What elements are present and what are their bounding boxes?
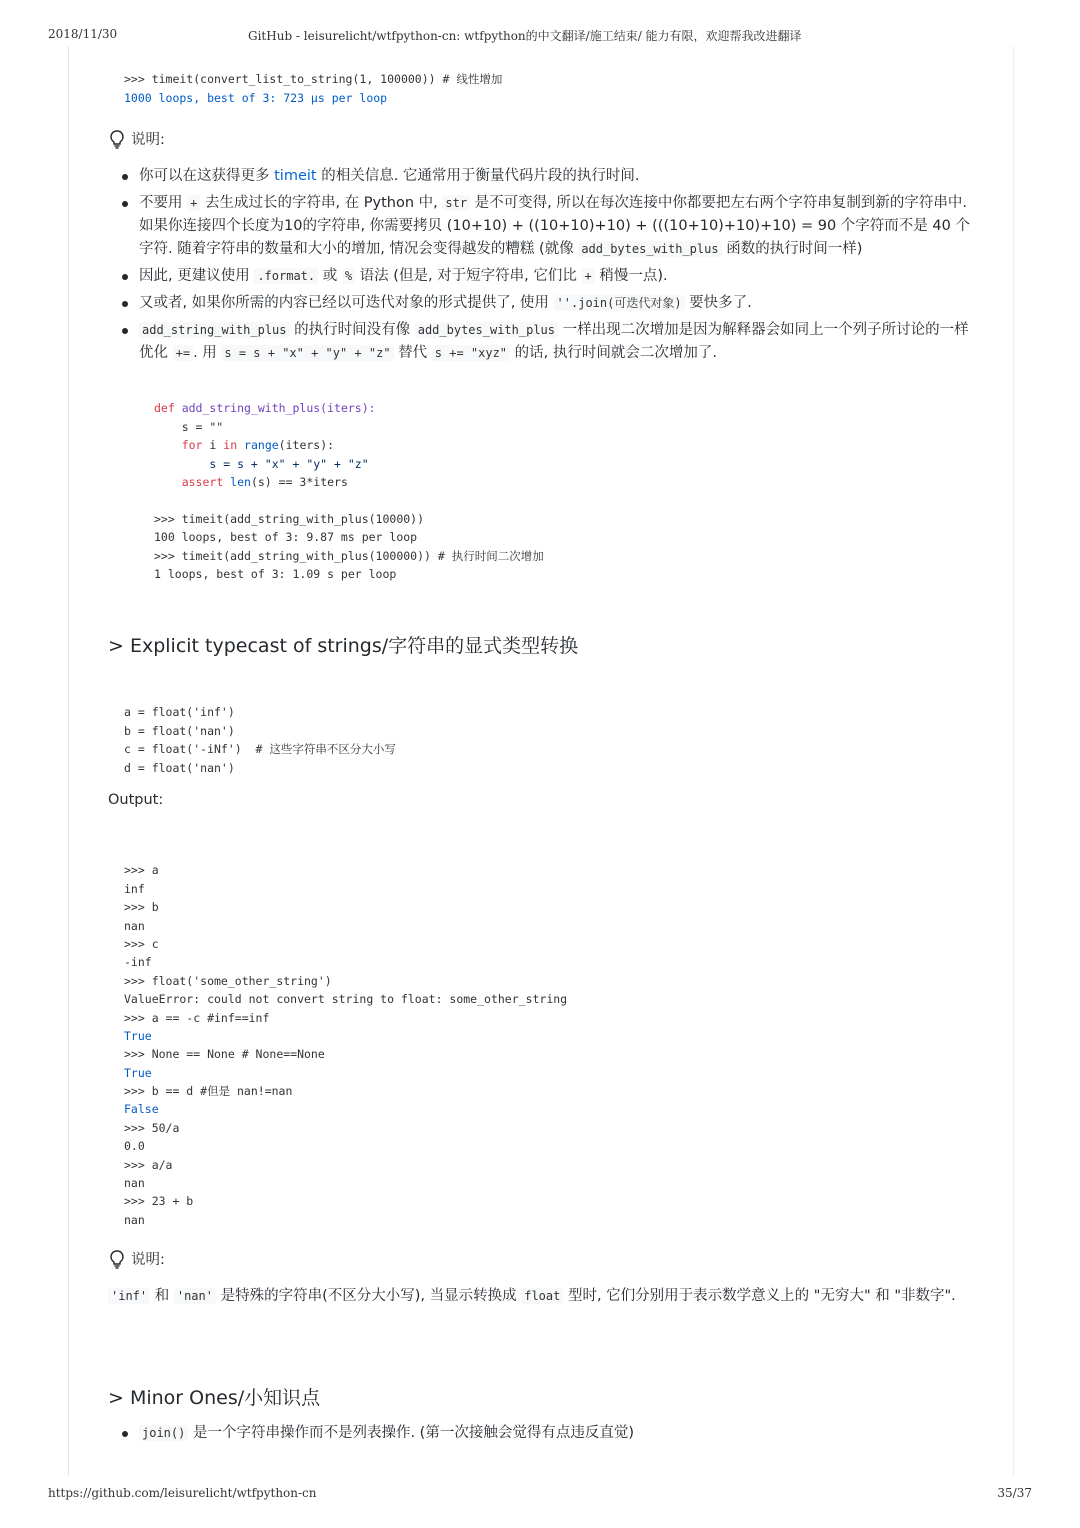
- minor-ones-list: [120, 1422, 980, 1449]
- explanation-paragraph: 'inf' 和 'nan' 是特殊的字符串(不区分大小写), 当显示转换成 float 型时, 它们分别用于表示数学意义上的 "无穷大" 和 "非数字".: [108, 1285, 968, 1308]
- code-line: >>> a/a: [124, 1157, 173, 1172]
- code-line: assert len(s) == 3*iters: [181, 474, 348, 489]
- code-line: s = "": [154, 419, 224, 434]
- code-line: >>> b: [124, 900, 159, 915]
- code-line: nan: [124, 1176, 145, 1191]
- list-item: 不要用 + 去生成过长的字符串, 在 Python 中, str 是不可变得, 所以在每次连接中你都要把左右两个字符串复制到新的字符串中. 如果你连接四个长度为10的字符串, 你需要拷贝 (10+10) + ((10+10)+10) + (((10+10)+10)+10) = 90 个字符而不是 40 个字符. 随着字符串的数量和大小的增加, 情况会变得越发的糟糕 (就像 add_bytes_with_plus 函数的执行时间一样): [120, 192, 980, 261]
- explanation-label: 说明:: [131, 132, 165, 148]
- code-line: s = s + "x" + "y" + "z": [154, 456, 369, 471]
- code-line: nan: [124, 918, 145, 933]
- section-heading-typecast: > Explicit typecast of strings/字符串的显式类型转换: [108, 635, 579, 657]
- code-line: 100 loops, best of 3: 9.87 ms per loop: [154, 530, 418, 545]
- code-block-add-string: [154, 381, 544, 583]
- code-line: nan: [124, 1212, 145, 1227]
- lightbulb-icon: [108, 129, 126, 149]
- code-block-output: [124, 843, 567, 1229]
- content-right-border: [1013, 46, 1014, 1476]
- page-number: 35/37: [997, 1486, 1032, 1500]
- code-line: True: [124, 1065, 152, 1080]
- explanation-list: [120, 165, 980, 369]
- print-url: https://github.com/leisurelicht/wtfpython-cn: [48, 1486, 317, 1500]
- code-line: >>> timeit(add_string_with_plus(100000)) # 执行时间二次增加: [154, 548, 544, 563]
- code-line: -inf: [124, 955, 152, 970]
- content-left-border: [68, 46, 69, 1476]
- code-line: for i in range(iters):: [181, 438, 335, 453]
- code-line: >>> a == -c #inf==inf: [124, 1010, 270, 1025]
- output-label: Output:: [108, 792, 164, 808]
- code-line-blank: [154, 491, 544, 509]
- code-line: def add_string_with_plus(iters):: [154, 401, 376, 416]
- code-block-timeit-join: [124, 52, 502, 107]
- code-line: >>> timeit(add_string_with_plus(10000)): [154, 511, 425, 526]
- explanation-heading: [108, 1248, 165, 1269]
- code-line: >>> float('some_other_string'): [124, 973, 332, 988]
- explanation-heading: [108, 128, 165, 149]
- code-line: >>> b == d #但是 nan!=nan: [124, 1084, 293, 1099]
- code-line: 1 loops, best of 3: 1.09 s per loop: [154, 566, 397, 581]
- print-page-title: GitHub - leisurelicht/wtfpython-cn: wtfpython的中文翻译/施工结束/ 能力有限，欢迎帮我改进翻译: [248, 29, 802, 43]
- code-line: a = float('inf'): [124, 705, 235, 720]
- section-heading-minor-ones: > Minor Ones/小知识点: [108, 1387, 321, 1409]
- code-line: d = float('nan'): [124, 760, 235, 775]
- list-item: 你可以在这获得更多 timeit 的相关信息. 它通常用于衡量代码片段的执行时间.: [120, 165, 980, 188]
- code-line: >>> c: [124, 936, 159, 951]
- list-item: add_string_with_plus 的执行时间没有像 add_bytes_with_plus 一样出现二次增加是因为解释器会如同上一个列子所讨论的一样优化 += . 用 s = s + "x" + "y" + "z" 替代 s += "xyz" 的话, 执行时间就会二次增加了.: [120, 319, 980, 365]
- code-line: b = float('nan'): [124, 723, 235, 738]
- code-line: inf: [124, 881, 145, 896]
- code-line: c = float('-iNf') # 这些字符串不区分大小写: [124, 742, 396, 757]
- lightbulb-icon: [108, 1249, 126, 1269]
- code-line: >>> timeit(convert_list_to_string(1, 100000)) # 线性增加: [124, 72, 503, 87]
- code-line: >>> a: [124, 863, 159, 878]
- timeit-link[interactable]: timeit: [274, 168, 317, 184]
- code-line: False: [124, 1102, 159, 1117]
- explanation-label: 说明:: [131, 1252, 165, 1268]
- code-line: 1000 loops, best of 3: 723 μs per loop: [124, 90, 388, 105]
- print-date: 2018/11/30: [48, 27, 118, 41]
- code-line: True: [124, 1028, 152, 1043]
- code-line: 0.0: [124, 1139, 145, 1154]
- code-line: ValueError: could not convert string to float: some_other_string: [124, 992, 568, 1007]
- code-block-typecast: [124, 685, 396, 777]
- code-line: >>> 50/a: [124, 1120, 180, 1135]
- list-item: 又或者, 如果你所需的内容已经以可迭代对象的形式提供了, 使用 ''.join(可迭代对象) 要快多了.: [120, 292, 980, 315]
- code-line: >>> 23 + b: [124, 1194, 194, 1209]
- list-item: join() 是一个字符串操作而不是列表操作. (第一次接触会觉得有点违反直觉): [120, 1422, 980, 1445]
- code-line: >>> None == None # None==None: [124, 1047, 325, 1062]
- list-item: 因此, 更建议使用 .format. 或 % 语法 (但是, 对于短字符串, 它们比 + 稍慢一点).: [120, 265, 980, 288]
